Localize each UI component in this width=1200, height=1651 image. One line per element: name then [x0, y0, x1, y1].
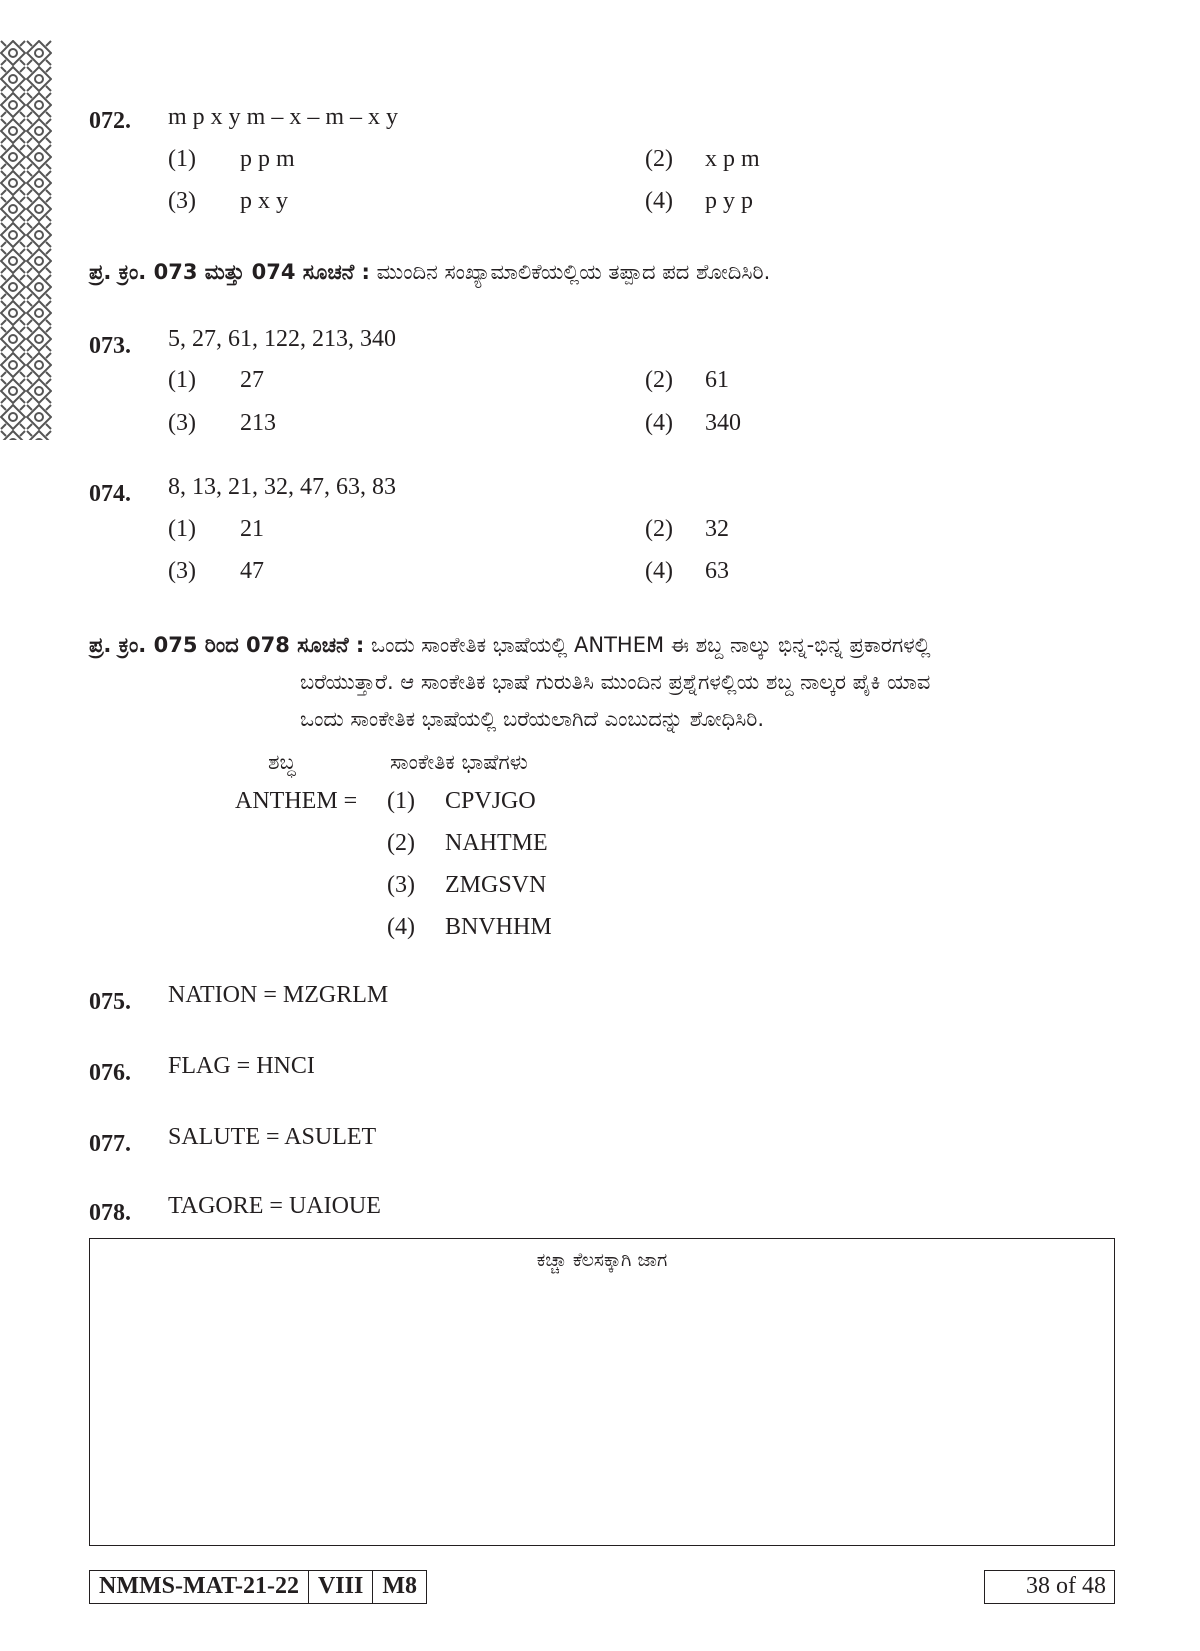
option-label: (3) [168, 410, 196, 436]
class-code: VIII [309, 1571, 373, 1603]
question-text: FLAG = HNCI [168, 1053, 315, 1079]
code-text: CPVJGO [445, 788, 536, 814]
instruction-075-078 [89, 633, 931, 658]
code-text: NAHTME [445, 830, 548, 856]
option-text: 213 [240, 410, 276, 436]
option-text: 32 [705, 516, 729, 542]
question-number: 075. [89, 989, 131, 1015]
option-text: 21 [240, 516, 264, 542]
option-text: 63 [705, 558, 729, 584]
table-header-codes: ಸಾಂಕೇತಿಕ ಭಾಷೆಗಳು [390, 750, 528, 774]
option-label: (1) [168, 367, 196, 393]
question-number: 076. [89, 1060, 131, 1086]
rough-work-title: ಕಚ್ಚಾ ಕೆಲಸಕ್ಕಾಗಿ ಜಾಗ [536, 1249, 668, 1271]
code-label: (3) [387, 872, 415, 898]
question-number: 078. [89, 1200, 131, 1226]
option-label: (4) [645, 558, 673, 584]
question-number: 074. [89, 481, 131, 507]
code-text: BNVHHM [445, 914, 552, 940]
instruction-text: ಮುಂದಿನ ಸಂಖ್ಯಾಮಾಲಿಕೆಯಲ್ಲಿಯ ತಪ್ಪಾದ ಪದ ಶೋದಿಸಿರಿ. [376, 260, 771, 284]
question-text: m p x y m – x – m – x y [168, 104, 399, 130]
page-number: 38 of 48 [984, 1570, 1115, 1604]
question-text: TAGORE = UAIOUE [168, 1193, 381, 1219]
option-text: x p m [705, 146, 760, 172]
question-text: NATION = MZGRLM [168, 982, 389, 1008]
option-text: p y p [705, 188, 753, 214]
instruction-line: ಬರೆಯುತ್ತಾರೆ. ಆ ಸಾಂಕೇತಿಕ ಭಾಷೆ ಗುರುತಿಸಿ ಮುಂದಿನ ಪ್ರಶ್ನೆಗಳಲ್ಲಿಯ ಶಬ್ದ ನಾಲ್ಕರ ಪೈಕಿ ಯಾವ [300, 670, 931, 694]
instruction-prefix: ಪ್ರ. ಕ್ರಂ. 073 ಮತ್ತು 074 ಸೂಚನೆ : [89, 260, 370, 284]
option-label: (3) [168, 188, 196, 214]
option-label: (1) [168, 516, 196, 542]
code-word: ANTHEM = [235, 788, 358, 814]
exam-code: NMMS-MAT-21-22 [90, 1571, 309, 1603]
option-label: (2) [645, 146, 673, 172]
option-label: (3) [168, 558, 196, 584]
question-text: 8, 13, 21, 32, 47, 63, 83 [168, 474, 396, 500]
code-label: (4) [387, 914, 415, 940]
footer-code-box [89, 1570, 427, 1604]
medium-code: M8 [382, 1573, 417, 1599]
option-text: 47 [240, 558, 264, 584]
instruction-line: ಒಂದು ಸಾಂಕೇತಿಕ ಭಾಷೆಯಲ್ಲಿ ಬರೆಯಲಾಗಿದೆ ಎಂಬುದನ್ನು ಶೋಧಿಸಿರಿ. [300, 707, 764, 731]
instruction-prefix: ಪ್ರ. ಕ್ರಂ. 075 ರಿಂದ 078 ಸೂಚನೆ : [89, 633, 365, 657]
question-text: 5, 27, 61, 122, 213, 340 [168, 326, 396, 352]
code-label: (1) [387, 788, 415, 814]
rough-work-box [89, 1238, 1115, 1546]
option-text: 340 [705, 410, 741, 436]
decorative-border-strip [0, 40, 52, 440]
option-label: (4) [645, 410, 673, 436]
instruction-line: ಒಂದು ಸಾಂಕೇತಿಕ ಭಾಷೆಯಲ್ಲಿ ANTHEM ಈ ಶಬ್ದ ನಾಲ್ಕು ಭಿನ್ನ-ಭಿನ್ನ ಪ್ರಕಾರಗಳಲ್ಲಿ [370, 633, 931, 657]
option-label: (2) [645, 516, 673, 542]
question-number: 072. [89, 108, 131, 134]
option-text: 27 [240, 367, 264, 393]
code-label: (2) [387, 830, 415, 856]
table-header-word: ಶಬ್ಧ [268, 750, 296, 774]
code-text: ZMGSVN [445, 872, 547, 898]
option-label: (1) [168, 146, 196, 172]
option-text: p p m [240, 146, 295, 172]
option-text: 61 [705, 367, 729, 393]
question-number: 073. [89, 333, 131, 359]
question-text: SALUTE = ASULET [168, 1124, 377, 1150]
option-text: p x y [240, 188, 288, 214]
instruction-073-074 [89, 260, 770, 285]
option-label: (4) [645, 188, 673, 214]
question-number: 077. [89, 1131, 131, 1157]
option-label: (2) [645, 367, 673, 393]
